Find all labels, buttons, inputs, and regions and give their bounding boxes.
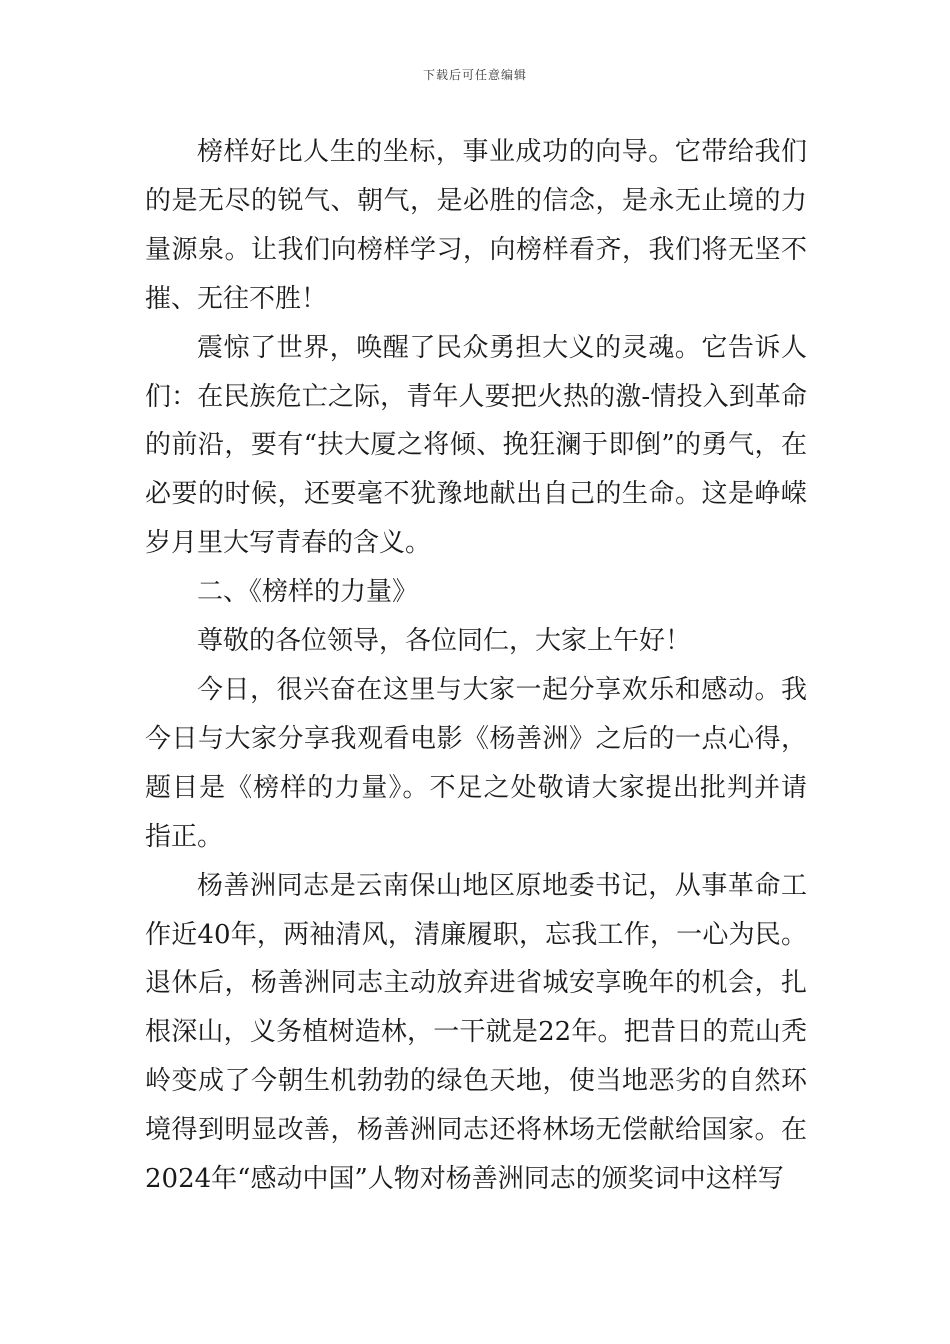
paragraph-2: 震惊了世界，唤醒了民众勇担大义的灵魂。它告诉人们：在民族危亡之际，青年人要把火热的激-情投入到革命的前沿，要有“扶大厦之将倾、挽狂澜于即倒”的勇气，在必要的时候，还要毫不犹豫地献出自己的生命。这是峥嵘岁月里大写青春的含义。 bbox=[145, 332, 807, 559]
document-body bbox=[145, 128, 807, 1204]
header-note: 下载后可任意编辑 bbox=[422, 68, 527, 82]
paragraph-1: 榜样好比人生的坐标，事业成功的向导。它带给我们的是无尽的锐气、朝气，是必胜的信念，是永无止境的力量源泉。让我们向榜样学习，向榜样看齐，我们将无坚不摧、无往不胜！ bbox=[145, 137, 807, 314]
greeting: 尊敬的各位领导，各位同仁，大家上午好！ bbox=[197, 626, 692, 657]
paragraph-4: 杨善洲同志是云南保山地区原地委书记，从事革命工作近40年，两袖清风，清廉履职，忘我工作，一心为民。退休后，杨善洲同志主动放弃进省城安享晚年的机会，扎根深山，义务植树造林，一干就是22年。把昔日的荒山秃岭变成了今朝生机勃勃的绿色天地，使当地恶劣的自然环境得到明显改善，杨善洲同志还将林场无偿献给国家。在2024年“感动中国”人物对杨善洲同志的颁奖词中这样写 bbox=[145, 870, 807, 1195]
section-heading: 二、《榜样的力量》 bbox=[197, 577, 419, 608]
paragraph-3: 今日，很兴奋在这里与大家一起分享欢乐和感动。我今日与大家分享我观看电影《杨善洲》之后的一点心得，题目是《榜样的力量》。不足之处敬请大家提出批判并请指正。 bbox=[145, 674, 807, 852]
